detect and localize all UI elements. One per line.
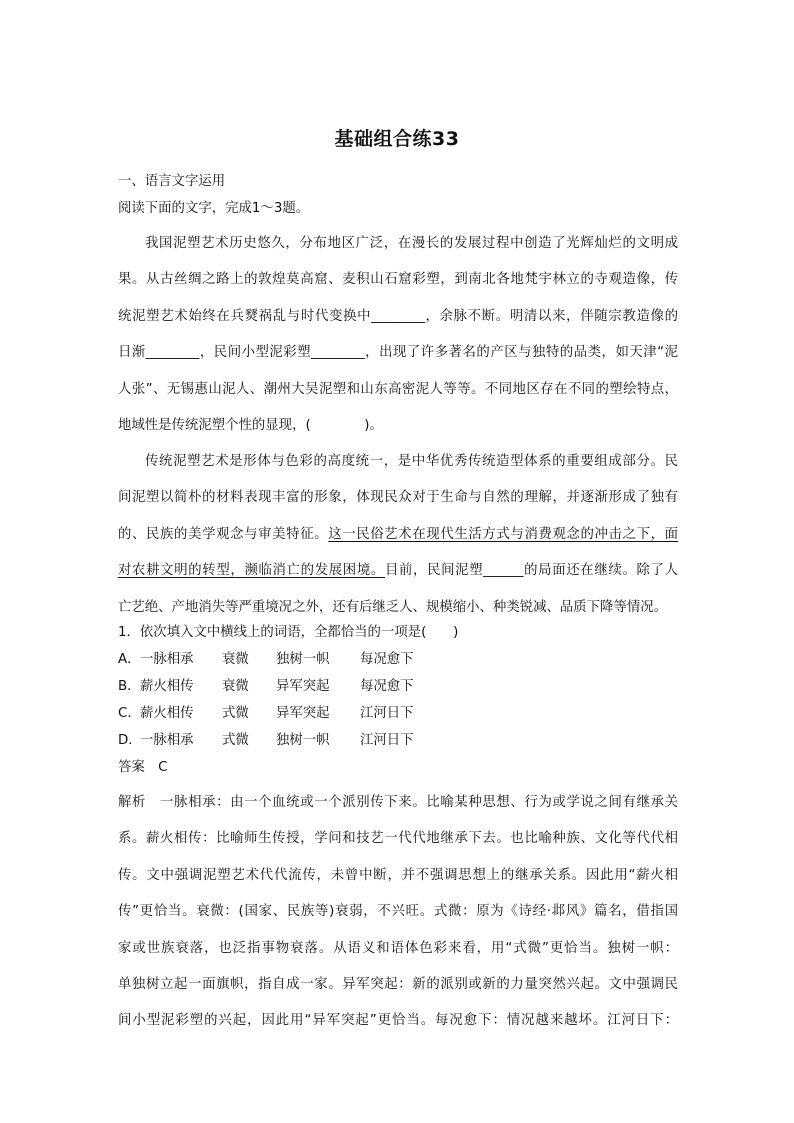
option-word: 一脉相承 — [140, 652, 194, 667]
option-word: 江河日下 — [360, 706, 414, 721]
analysis-line: 间小型泥彩塑的兴起，因此用“异军突起”更恰当。每况愈下：情况越来越坏。江河日下： — [118, 1013, 678, 1029]
passage-line: 统泥塑艺术始终在兵燹祸乱与时代变换中________，余脉不断。明清以来，伴随宗教造像的 — [118, 308, 678, 324]
option-c — [118, 704, 414, 724]
section-heading: 一、语言文字运用 — [118, 174, 226, 189]
passage-line — [118, 553, 678, 589]
option-word: 异军突起 — [276, 679, 330, 694]
option-word: 式微 — [222, 706, 249, 721]
passage-line: 人张”、无锡惠山泥人、潮州大吴泥塑和山东高密泥人等等。不同地区存在不同的塑绘特点， — [118, 381, 678, 397]
question-stem: 1．依次填入文中横线上的词语，全都恰当的一项是( ) — [118, 625, 459, 640]
passage-paragraph-2 — [118, 444, 678, 626]
option-b — [118, 677, 414, 697]
analysis-line: 单独树立起一面旗帜，指自成一家。异军突起：新的派别或新的力量突然兴起。文中强调民 — [118, 976, 678, 992]
passage-line: 传统泥塑艺术是形体与色彩的高度统一，是中华优秀传统造型体系的重要组成部分。民 — [145, 454, 678, 469]
underlined-sentence: 对农耕文明的转型，濒临消亡的发展困境。 — [118, 563, 385, 579]
analysis-line: 家或世族衰落，也泛指事物衰落。从语义和语体色彩来看，用“式微”更恰当。独树一帜： — [118, 940, 678, 956]
underlined-sentence: 这一民俗艺术在现代生活方式与消费观念的冲击之下，面 — [328, 526, 678, 542]
passage-line: 日渐________，民间小型泥彩塑________，出现了许多著名的产区与独特的品类，如天津“泥 — [118, 345, 678, 361]
page-title: 基础组合练33 — [334, 128, 460, 150]
option-word: 独树一帜 — [276, 652, 330, 667]
option-word: 薪火相传 — [140, 679, 194, 694]
passage-line: 地域性是传统泥塑个性的显现，( )。 — [118, 417, 383, 433]
option-label: B． — [118, 679, 141, 694]
analysis-line: 系。薪火相传：比喻师生传授，学问和技艺一代代地继承下去。也比喻种族、文化等代代相 — [118, 831, 678, 847]
option-word: 式微 — [222, 733, 249, 748]
passage-line: 我国泥塑艺术历史悠久，分布地区广泛，在漫长的发展过程中创造了光辉灿烂的文明成 — [145, 236, 678, 251]
passage-line — [118, 517, 678, 553]
passage-line: 间泥塑以简朴的材料表现丰富的形象，体现民众对于生命与自然的理解，并逐渐形成了独有 — [118, 490, 678, 506]
option-word: 每况愈下 — [360, 679, 414, 694]
option-word: 每况愈下 — [360, 652, 414, 667]
option-a — [118, 650, 414, 670]
reading-instruction: 阅读下面的文字，完成1～3题。 — [118, 201, 310, 216]
option-d — [118, 731, 414, 751]
answer-line: 答案 C — [118, 760, 168, 775]
analysis-line: 传”更恰当。衰微：(国家、民族等)衰弱，不兴旺。式微：原为《诗经·邶风》篇名，借指国 — [118, 904, 678, 920]
option-word: 衰微 — [222, 652, 249, 667]
option-word: 衰微 — [222, 679, 249, 694]
option-word: 江河日下 — [360, 733, 414, 748]
passage-text: 的、民族的美学观念与审美特征。 — [118, 526, 329, 542]
option-word: 异军突起 — [276, 706, 330, 721]
option-word: 独树一帜 — [276, 733, 330, 748]
passage-line: 果。从古丝绸之路上的敦煌莫高窟、麦积山石窟彩塑，到南北各地梵宇林立的寺观造像，传 — [118, 272, 678, 288]
option-label: C． — [118, 706, 141, 721]
option-label: D． — [118, 733, 142, 748]
passage-paragraph-1 — [118, 226, 678, 444]
option-word: 一脉相承 — [140, 733, 194, 748]
passage-text: 目前，民间泥塑______的局面还在继续。除了人 — [384, 563, 678, 579]
analysis-line: 解析 一脉相承：由一个血统或一个派别传下来。比喻某种思想、行为或学说之间有继承关 — [118, 795, 678, 810]
passage-line: 亡艺绝、产地消失等严重境况之外，还有后继乏人、规模缩小、种类锐减、品质下降等情况。 — [118, 599, 668, 615]
option-label: A． — [118, 652, 141, 667]
analysis-paragraph — [118, 785, 678, 1040]
option-word: 薪火相传 — [140, 706, 194, 721]
analysis-line: 传。文中强调泥塑艺术代代流传，未曾中断，并不强调思想上的继承关系。因此用“薪火相 — [118, 867, 678, 883]
